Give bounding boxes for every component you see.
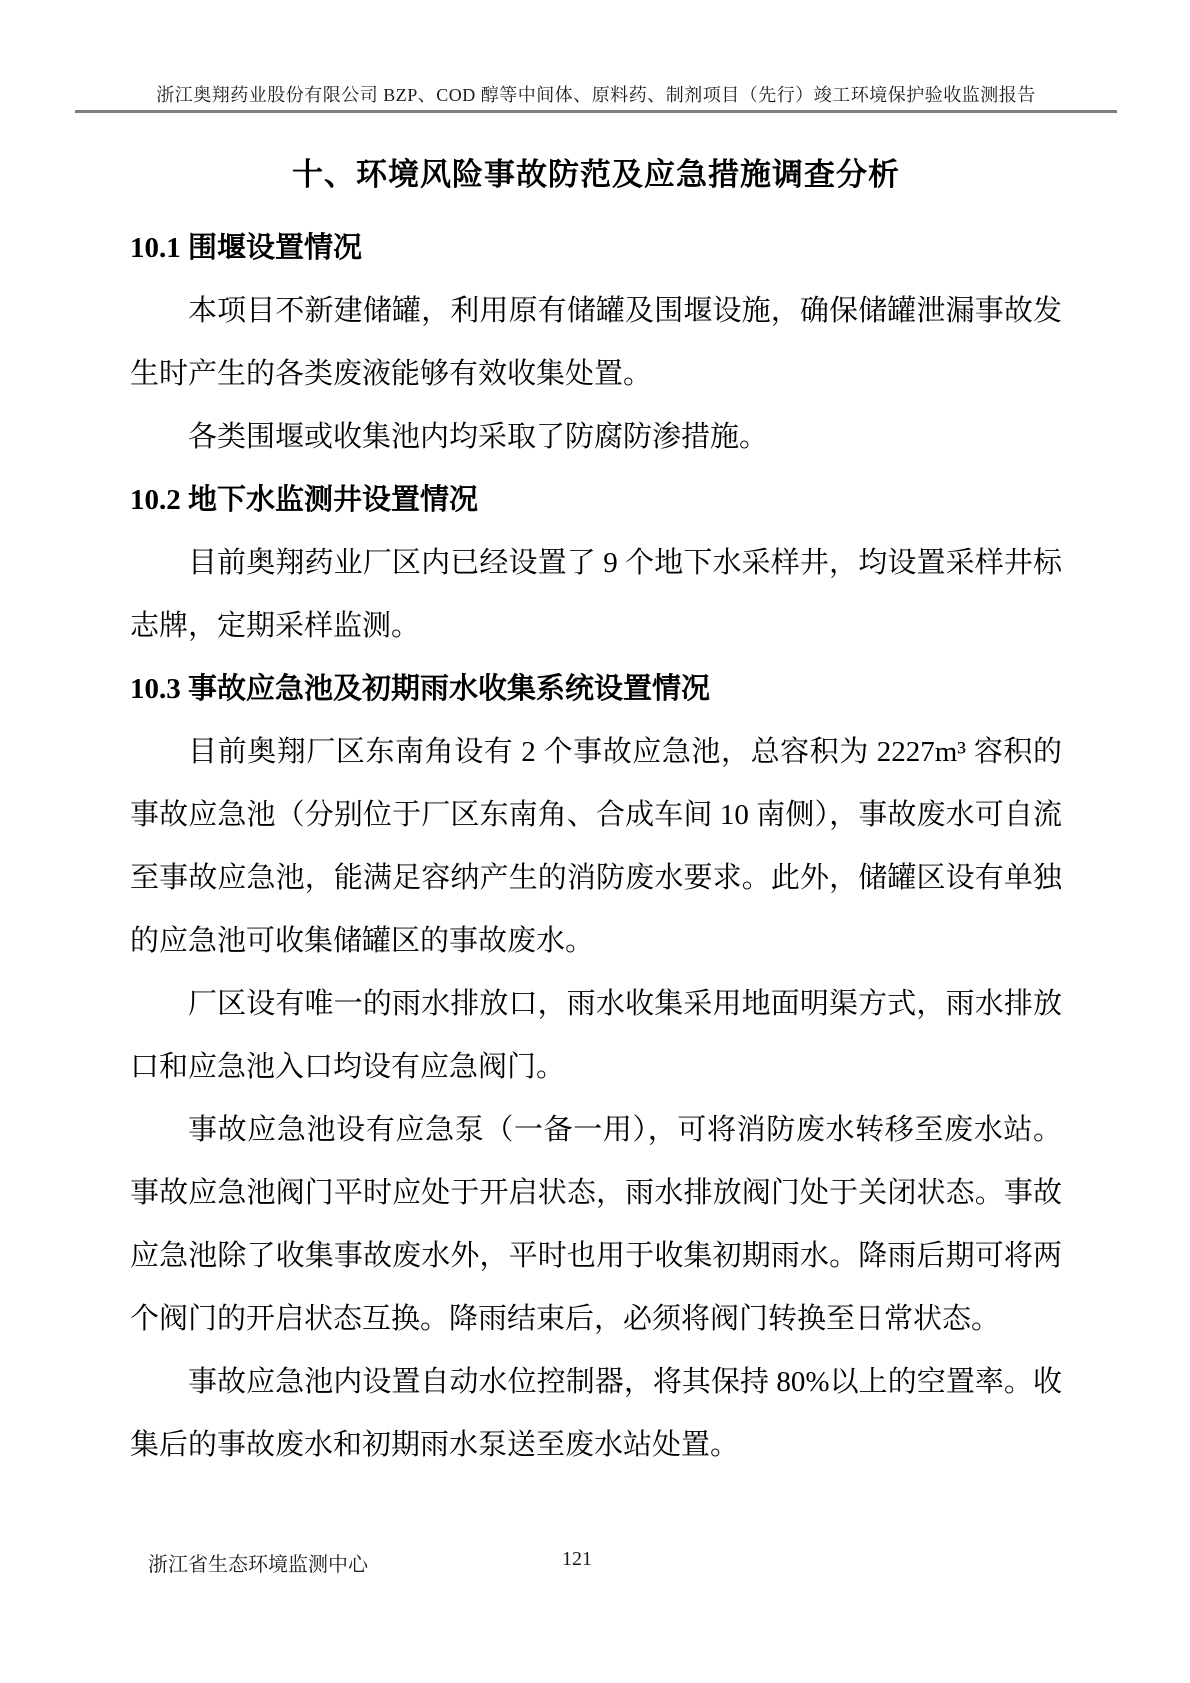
footer-organization: 浙江省生态环境监测中心 xyxy=(148,1554,368,1576)
paragraph: 事故应急池设有应急泵（一备一用），可将消防废水转移至废水站。事故应急池阀门平时应处于开启状态，雨水排放阀门处于关闭状态。事故应急池除了收集事故废水外，平时也用于收集初期雨水。降雨后期可将两个阀门的开启状态互换。降雨结束后，必须将阀门转换至日常状态。 xyxy=(130,1114,1062,1335)
page-header xyxy=(75,0,1117,113)
paragraph: 本项目不新建储罐，利用原有储罐及围堰设施，确保储罐泄漏事故发生时产生的各类废液能够有效收集处置。 xyxy=(130,295,1062,390)
section-heading-10-3: 10.3 事故应急池及初期雨水收集系统设置情况 xyxy=(130,673,711,705)
chapter-title: 十、环境风险事故防范及应急措施调查分析 xyxy=(292,157,900,192)
page-content xyxy=(130,133,1062,1477)
paragraph: 目前奥翔药业厂区内已经设置了 9 个地下水采样井，均设置采样井标志牌，定期采样监测。 xyxy=(130,547,1062,642)
paragraph: 目前奥翔厂区东南角设有 2 个事故应急池，总容积为 2227m³ 容积的事故应急池（分别位于厂区东南角、合成车间 10 南侧），事故废水可自流至事故应急池，能满足容纳产生的消防废水要求。此外，储罐区设有单独的应急池可收集储罐区的事故废水。 xyxy=(130,736,1062,957)
running-header-text: 浙江奥翔药业股份有限公司 BZP、COD 醇等中间体、原料药、制剂项目（先行）竣工环境保护验收监测报告 xyxy=(156,85,1036,105)
paragraph: 事故应急池内设置自动水位控制器，将其保持 80%以上的空置率。收集后的事故废水和初期雨水泵送至废水站处置。 xyxy=(130,1366,1062,1461)
paragraph: 各类围堰或收集池内均采取了防腐防渗措施。 xyxy=(188,421,769,453)
section-heading-10-2: 10.2 地下水监测井设置情况 xyxy=(130,484,479,516)
paragraph: 厂区设有唯一的雨水排放口，雨水收集采用地面明渠方式，雨水排放口和应急池入口均设有应急阀门。 xyxy=(130,988,1062,1083)
section-heading-10-1: 10.1 围堰设置情况 xyxy=(130,232,363,264)
page-number: 121 xyxy=(562,1548,592,1570)
page-footer xyxy=(130,1548,1062,1580)
